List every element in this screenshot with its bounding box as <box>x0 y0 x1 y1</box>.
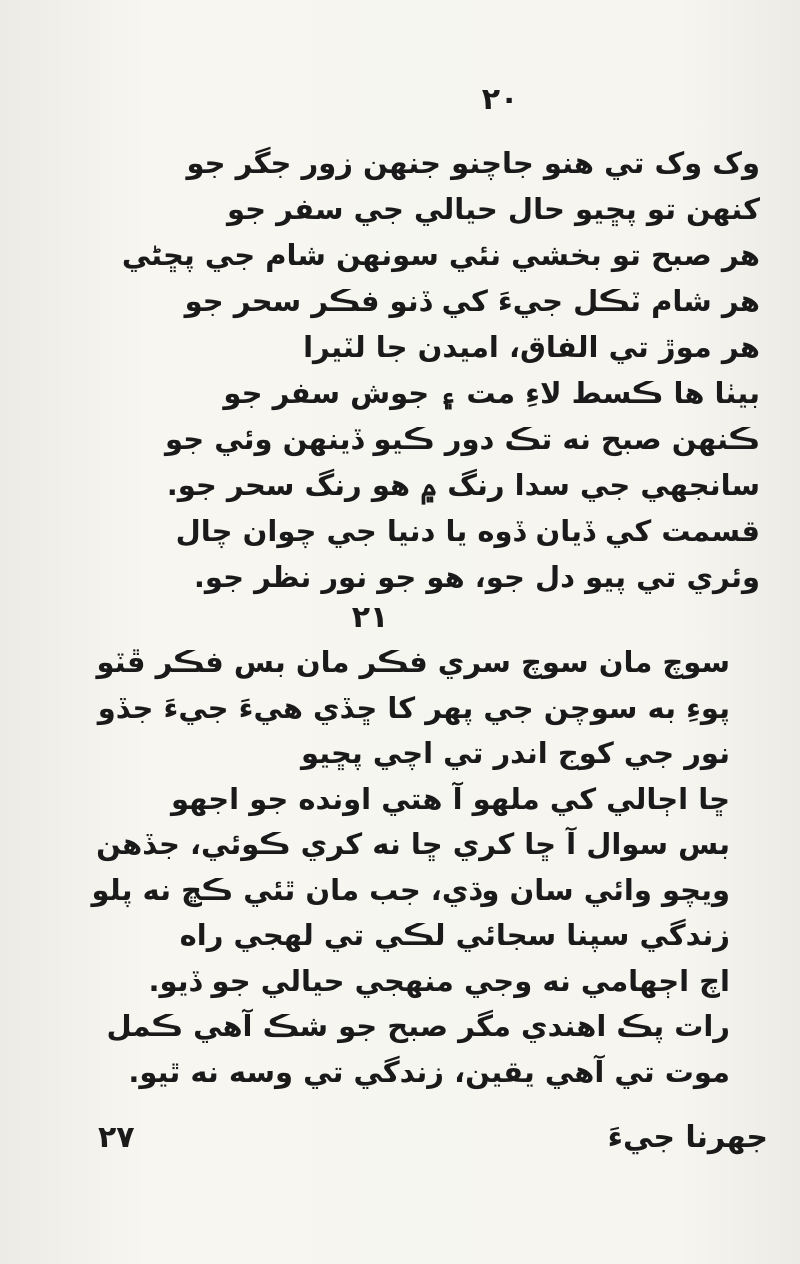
verse-line: وئري تي پيو دل جو، هو جو نور نظر جو. <box>193 560 760 594</box>
verse-line: سانجهي جي سدا رنگ ۾ هو رنگ سحر جو. <box>166 468 760 502</box>
verse-line: قسمت کي ڏيان ڏوه يا دنيا جي چوان چال <box>175 514 760 548</box>
verse-line: ويچو وائي سان وڌي، جب مان ٿئي ڪڇ نه پلو <box>91 872 730 907</box>
verse-line: کنهن تو پڇيو حال حيالي جي سفر جو <box>226 192 760 226</box>
verse-line: بس سوال آ ڇا کري ڇا نه کري ڪوئي، جڏهن <box>96 827 730 861</box>
verse-line: اچ اڄهامي نه وجي منهجي حيالي جو ڏيو. <box>148 963 730 998</box>
poem-21 <box>90 640 730 1095</box>
verse-line: سوچ مان سوچ سري فڪر مان بس فڪر ڦٽو <box>96 645 730 679</box>
verse-line: هر صبح تو بخشي نئي سونهن شام جي پڇڻي <box>121 238 760 272</box>
poem-20 <box>121 140 760 600</box>
verse-line: هر شام ٽڪل جيءَ کي ڏنو فڪر سحر جو <box>184 284 760 318</box>
verse-line: هر موڙ تي الفاق، اميدن جا لٽيرا <box>303 330 760 364</box>
verse-line: پوءِ به سوچن جي پهر کا ڇڏي هيءَ جيءَ جڏو <box>97 690 730 725</box>
verse-line: موت تي آهي يقين، زندگي تي وسه نه ٿيو. <box>128 1054 730 1089</box>
poem-number-20: ٢٠ <box>481 82 519 117</box>
verse-line: بيٺا ها ڪسط لاءِ مت ۽ جوش سفر جو <box>223 376 760 410</box>
verse-line: رات پڪ اهندي مگر صبح جو شڪ آهي ڪمل <box>106 1009 730 1043</box>
verse-line: نور جي کوج اندر تي اچي پڇيو <box>300 736 730 770</box>
page-number: ٢٧ <box>98 1120 135 1155</box>
verse-line: ڇا اڄالي کي ملهو آ هتي اونده جو اجهو <box>170 781 730 816</box>
verse-line: ڪنهن صبح نه تڪ دور ڪيو ڏينهن وئي جو <box>165 422 760 456</box>
verse-line: وک وک تي هنو جاچنو جنهن زور جگر جو <box>186 146 760 180</box>
poem-number-21: ٢١ <box>351 600 389 635</box>
running-title: جهرنا جيءَ <box>607 1120 768 1155</box>
verse-line: زندگي سپنا سجائي لڪي تي لهجي راه <box>179 918 730 952</box>
